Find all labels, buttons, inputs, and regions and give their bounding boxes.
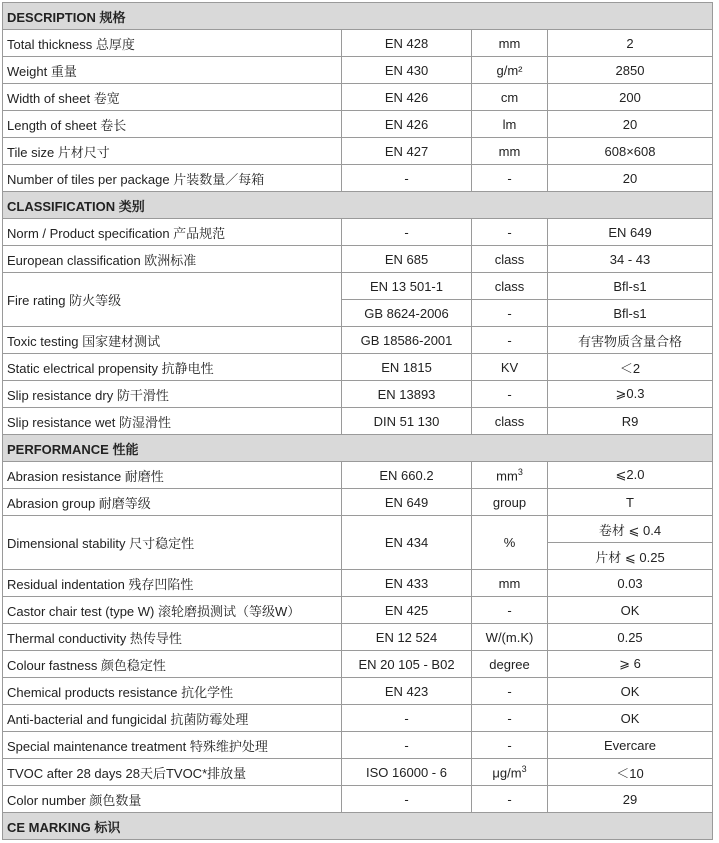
section-header-row <box>3 813 713 840</box>
table-row <box>3 84 713 111</box>
unit: - <box>472 327 548 354</box>
test-standard: - <box>342 705 472 732</box>
test-standard: EN 425 <box>342 597 472 624</box>
table-row <box>3 165 713 192</box>
table-row <box>3 462 713 489</box>
section-title: DESCRIPTION 规格 <box>3 3 713 30</box>
value: 有害物质含量合格 <box>548 327 713 354</box>
test-standard: EN 1815 <box>342 354 472 381</box>
test-standard: EN 20 105 - B02 <box>342 651 472 678</box>
test-standard: EN 426 <box>342 111 472 138</box>
value: ＜10 <box>548 759 713 786</box>
value: Bfl-s1 <box>548 300 713 327</box>
unit: KV <box>472 354 548 381</box>
value: OK <box>548 597 713 624</box>
unit: mm <box>472 138 548 165</box>
unit: g/m² <box>472 57 548 84</box>
unit: - <box>472 219 548 246</box>
unit-superscript: 3 <box>517 466 523 477</box>
section-title: PERFORMANCE 性能 <box>3 435 713 462</box>
property-name: Chemical products resistance 抗化学性 <box>3 678 342 705</box>
spec-table <box>2 2 713 840</box>
unit: - <box>472 705 548 732</box>
property-name: Static electrical propensity 抗静电性 <box>3 354 342 381</box>
unit: mm <box>472 30 548 57</box>
property-name: Color number 颜色数量 <box>3 786 342 813</box>
unit <box>472 462 548 489</box>
property-name: Castor chair test (type W) 滚轮磨损测试（等级W） <box>3 597 342 624</box>
table-row <box>3 111 713 138</box>
table-row <box>3 705 713 732</box>
property-name: Residual indentation 残存凹陷性 <box>3 570 342 597</box>
value: ⩽2.0 <box>548 462 713 489</box>
property-name: Colour fastness 颜色稳定性 <box>3 651 342 678</box>
property-name: Anti-bacterial and fungicidal 抗菌防霉处理 <box>3 705 342 732</box>
table-row <box>3 624 713 651</box>
test-standard: GB 8624-2006 <box>342 300 472 327</box>
value: 0.03 <box>548 570 713 597</box>
unit: class <box>472 273 548 300</box>
property-name: Weight 重量 <box>3 57 342 84</box>
unit: - <box>472 165 548 192</box>
property-name: Width of sheet 卷宽 <box>3 84 342 111</box>
unit-superscript: 3 <box>521 763 527 774</box>
value: ⩾0.3 <box>548 381 713 408</box>
test-standard: ISO 16000 - 6 <box>342 759 472 786</box>
table-row <box>3 786 713 813</box>
property-name: Thermal conductivity 热传导性 <box>3 624 342 651</box>
section-header-row <box>3 3 713 30</box>
unit: cm <box>472 84 548 111</box>
table-row <box>3 732 713 759</box>
property-name: Length of sheet 卷长 <box>3 111 342 138</box>
test-standard: EN 423 <box>342 678 472 705</box>
table-row <box>3 678 713 705</box>
table-row <box>3 381 713 408</box>
table-row <box>3 570 713 597</box>
table-row <box>3 30 713 57</box>
unit: - <box>472 732 548 759</box>
test-standard: - <box>342 786 472 813</box>
table-row <box>3 273 713 300</box>
property-name: Norm / Product specification 产品规范 <box>3 219 342 246</box>
value: OK <box>548 678 713 705</box>
unit: - <box>472 381 548 408</box>
test-standard: EN 430 <box>342 57 472 84</box>
property-name: Abrasion group 耐磨等级 <box>3 489 342 516</box>
value: Bfl-s1 <box>548 273 713 300</box>
table-row <box>3 138 713 165</box>
table-row <box>3 408 713 435</box>
value: 20 <box>548 111 713 138</box>
table-row <box>3 597 713 624</box>
test-standard: EN 12 524 <box>342 624 472 651</box>
unit: class <box>472 246 548 273</box>
table-row <box>3 246 713 273</box>
value: 卷材 ⩽ 0.4 <box>548 516 713 543</box>
value: T <box>548 489 713 516</box>
property-name: Dimensional stability 尺寸稳定性 <box>3 516 342 570</box>
value: 200 <box>548 84 713 111</box>
unit: - <box>472 300 548 327</box>
section-header-row <box>3 435 713 462</box>
unit-text: mm <box>496 468 518 484</box>
value: 0.25 <box>548 624 713 651</box>
section-title: CLASSIFICATION 类别 <box>3 192 713 219</box>
unit: group <box>472 489 548 516</box>
value: R9 <box>548 408 713 435</box>
test-standard: - <box>342 165 472 192</box>
value: Evercare <box>548 732 713 759</box>
value: ＜2 <box>548 354 713 381</box>
test-standard: EN 426 <box>342 84 472 111</box>
unit: mm <box>472 570 548 597</box>
table-row <box>3 651 713 678</box>
table-row <box>3 516 713 543</box>
property-name: Number of tiles per package 片装数量／每箱 <box>3 165 342 192</box>
unit: - <box>472 597 548 624</box>
unit: % <box>472 516 548 570</box>
value: 608×608 <box>548 138 713 165</box>
value: OK <box>548 705 713 732</box>
unit: - <box>472 786 548 813</box>
value: 29 <box>548 786 713 813</box>
value: 片材 ⩽ 0.25 <box>548 543 713 570</box>
value: 2850 <box>548 57 713 84</box>
table-row <box>3 354 713 381</box>
table-row <box>3 327 713 354</box>
test-standard: EN 13 501-1 <box>342 273 472 300</box>
value: EN 649 <box>548 219 713 246</box>
property-name: Fire rating 防火等级 <box>3 273 342 327</box>
test-standard: GB 18586-2001 <box>342 327 472 354</box>
unit: class <box>472 408 548 435</box>
unit: - <box>472 678 548 705</box>
test-standard: EN 649 <box>342 489 472 516</box>
test-standard: EN 434 <box>342 516 472 570</box>
spec-table-body <box>3 3 713 840</box>
table-row <box>3 489 713 516</box>
table-row <box>3 759 713 786</box>
unit-text: μg/m <box>492 765 522 781</box>
test-standard: EN 13893 <box>342 381 472 408</box>
section-header-row <box>3 192 713 219</box>
property-name: Abrasion resistance 耐磨性 <box>3 462 342 489</box>
test-standard: DIN 51 130 <box>342 408 472 435</box>
table-row <box>3 219 713 246</box>
property-name: Total thickness 总厚度 <box>3 30 342 57</box>
test-standard: EN 433 <box>342 570 472 597</box>
unit: W/(m.K) <box>472 624 548 651</box>
test-standard: - <box>342 219 472 246</box>
property-name: TVOC after 28 days 28天后TVOC*排放量 <box>3 759 342 786</box>
table-row <box>3 57 713 84</box>
value: 2 <box>548 30 713 57</box>
test-standard: EN 660.2 <box>342 462 472 489</box>
property-name: Slip resistance wet 防湿滑性 <box>3 408 342 435</box>
property-name: Slip resistance dry 防干滑性 <box>3 381 342 408</box>
value: 34 - 43 <box>548 246 713 273</box>
property-name: European classification 欧洲标准 <box>3 246 342 273</box>
section-title: CE MARKING 标识 <box>3 813 713 840</box>
unit: lm <box>472 111 548 138</box>
test-standard: EN 427 <box>342 138 472 165</box>
property-name: Toxic testing 国家建材测试 <box>3 327 342 354</box>
unit: degree <box>472 651 548 678</box>
unit <box>472 759 548 786</box>
value: 20 <box>548 165 713 192</box>
property-name: Tile size 片材尺寸 <box>3 138 342 165</box>
property-name: Special maintenance treatment 特殊维护处理 <box>3 732 342 759</box>
test-standard: EN 685 <box>342 246 472 273</box>
test-standard: - <box>342 732 472 759</box>
value: ⩾ 6 <box>548 651 713 678</box>
test-standard: EN 428 <box>342 30 472 57</box>
